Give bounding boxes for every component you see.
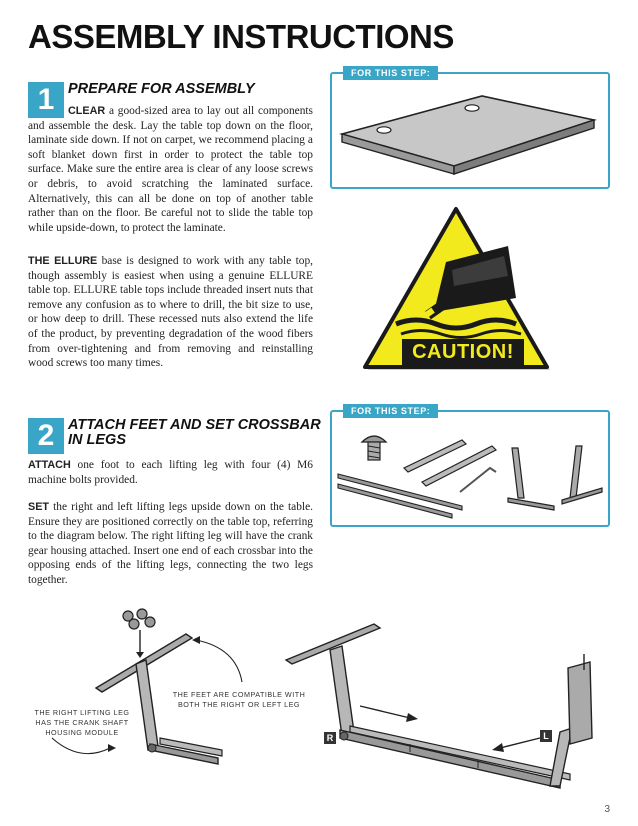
step-1-paragraph-2: THE ELLURE base is designed to work with any table top, though assembly is easiest when using a genuine ELLURE table top. ELLURE table tops include threaded insert nuts that remove any confusion as to where to drill, the bit size to use, or how deep to drill. These recessed nuts also extend the life of the product, by preventing degradation of the wood fibers from over-tightening and from removing and reinstalling wood screws too many times. — [28, 255, 314, 370]
parts-illustration — [332, 412, 608, 525]
step-2-title-line-1: ATTACH FEET AND SET CROSSBAR — [68, 417, 321, 433]
step-2-number: 2 — [28, 418, 64, 454]
step-1-title: PREPARE FOR ASSEMBLY — [68, 81, 255, 97]
step-1-paragraph-1: CLEAR a good-sized area to lay out all components and assemble the desk. Lay the table top down on the floor, laminate side down. If not on carpet, we recommend placing a soft blanket down first in order to protect the table top surface. Make sure the entire area is clear of any loose screws or debris, to avoid scratching the laminated surface. Alternatively, this can all be done on top of another table rather than on the floor. Be careful not to slide the table top while upside-down, to protect the laminate. — [28, 105, 313, 234]
right-leg-label: R — [324, 732, 336, 744]
page-number: 3 — [604, 804, 610, 815]
step-2-paragraph-1: ATTACH one foot to each lifting leg with four (4) M6 machine bolts provided. — [28, 459, 313, 486]
step-1-panel-tag: FOR THIS STEP: — [343, 66, 438, 80]
page-title: ASSEMBLY INSTRUCTIONS — [28, 18, 454, 55]
bolt-icon — [362, 436, 386, 460]
step-1-parts-panel — [330, 72, 610, 189]
caption-feet-compatible: THE FEET ARE COMPATIBLE WITH BOTH THE RIGHT OR LEFT LEG — [172, 690, 306, 709]
step-2-title-line-2: IN LEGS — [68, 432, 127, 448]
step-1-number: 1 — [28, 82, 64, 118]
left-leg-label: L — [540, 730, 552, 742]
caution-label: CAUTION! — [402, 339, 524, 366]
table-top-illustration — [332, 74, 608, 187]
caption-right-leg: THE RIGHT LIFTING LEG HAS THE CRANK SHAFT HOUSING MODULE — [34, 708, 130, 737]
step-2-parts-panel — [330, 410, 610, 527]
step-2-panel-tag: FOR THIS STEP: — [343, 404, 438, 418]
step-2-paragraph-2: SET the right and left lifting legs upside down on the table. Ensure they are positioned correctly on the table top, referring to the diagram below. The right lifting leg will have the crank gear housing attached. Insert one end of each crossbar into the opposing ends of the lifting legs, connecting the two legs together. — [28, 501, 313, 586]
leg-assembly-diagram — [0, 598, 638, 798]
